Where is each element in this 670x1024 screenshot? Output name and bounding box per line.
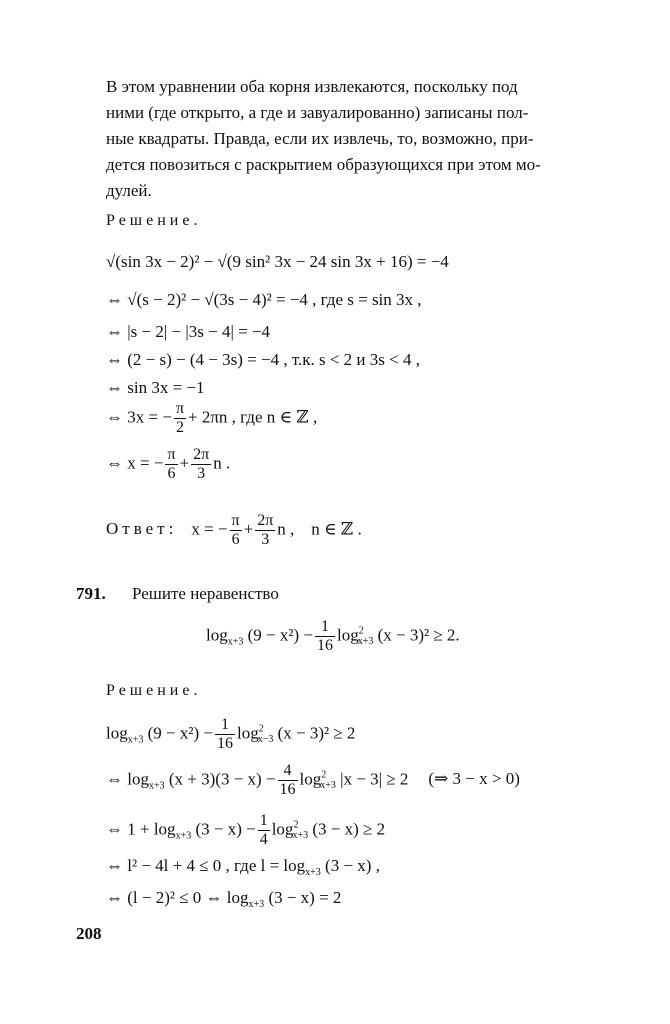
solution-step: ⇔ √(s − 2)² − √(3s − 4)² = −4 , где s = sin 3x ,: [106, 290, 422, 309]
paragraph-line: В этом уравнении оба корня извлекаются, поскольку под: [106, 77, 518, 96]
math-text: |x − 3| ≥ 2: [340, 769, 409, 789]
math-text: log: [236, 723, 259, 743]
solution-step: ⇔ (2 − s) − (4 − 3s) = −4 , т.к. s < 2 и 3s < 4 ,: [106, 350, 420, 369]
math-text: (3 − x) = 2: [268, 888, 342, 907]
solution-step: [106, 762, 520, 799]
math-text: log: [106, 723, 128, 743]
solution-heading: Решение.: [106, 682, 202, 699]
answer-text: +: [243, 519, 254, 539]
log-base: x+3: [305, 867, 321, 878]
log-base: x+3: [320, 780, 336, 792]
fraction: [315, 618, 335, 655]
denominator: 4: [259, 831, 268, 848]
math-text: ⇔ (l − 2)² ≤ 0 ⇔ log: [106, 888, 249, 907]
math-text: log: [271, 819, 294, 839]
log-power: 2: [358, 625, 364, 637]
log-power: 2: [321, 769, 327, 781]
numerator: 1: [315, 618, 335, 637]
log-power: 2: [293, 819, 299, 831]
step-text: +: [179, 453, 190, 473]
math-text: (9 − x²) −: [247, 625, 313, 645]
log-base: x−3: [257, 734, 274, 746]
numerator: π: [175, 400, 185, 417]
log-base: x+3: [227, 636, 244, 648]
answer-label: Ответ:: [106, 519, 178, 539]
step-text: ⇔ x = −: [106, 453, 164, 473]
denominator: 3: [261, 531, 270, 548]
page-number: 208: [76, 924, 102, 943]
solution-step: [106, 446, 230, 483]
step-text: n .: [213, 453, 231, 473]
denominator: 16: [316, 637, 333, 654]
denominator: 16: [279, 781, 296, 798]
fraction: [165, 446, 177, 483]
log-base: x+3: [175, 830, 192, 842]
fraction: [258, 812, 270, 849]
numerator: 4: [278, 762, 298, 781]
math-text: (x + 3)(3 − x) −: [168, 769, 276, 789]
fraction: [278, 762, 298, 799]
problem-statement: Решите неравенство: [132, 584, 279, 603]
math-text: (9 − x²) −: [147, 723, 213, 743]
solution-step: [106, 888, 341, 915]
denominator: 6: [167, 465, 176, 482]
math-text: (x − 3)² ≥ 2.: [377, 625, 460, 645]
math-text: (3 − x) ≥ 2: [312, 819, 386, 839]
denominator: 6: [231, 531, 240, 548]
fraction: [174, 400, 186, 437]
math-text: (3 − x) −: [195, 819, 256, 839]
problem-inequality: [206, 618, 460, 655]
math-text: ⇔ 1 + log: [106, 819, 176, 839]
math-text: (3 − x) ,: [325, 856, 380, 875]
solution-step: √(sin 3x − 2)² − √(9 sin² 3x − 24 sin 3x + 16) = −4: [106, 252, 449, 271]
fraction: [255, 512, 275, 549]
math-text: ⇔ l² − 4l + 4 ≤ 0 , где l = log: [106, 856, 306, 875]
math-text: ⇔ log: [106, 769, 149, 789]
log-base: x+3: [357, 636, 374, 648]
step-text: ⇔ 3x = −: [106, 407, 172, 427]
solution-step: [106, 400, 317, 437]
answer-line: [106, 512, 362, 549]
numerator: 2π: [257, 512, 274, 529]
numerator: 2π: [193, 446, 210, 463]
log-power: 2: [258, 723, 264, 735]
denominator: 16: [216, 735, 233, 752]
numerator: π: [231, 512, 240, 529]
math-text: log: [206, 625, 228, 645]
fraction: [191, 446, 211, 483]
denominator: 2: [175, 419, 184, 436]
problem-number: 791.: [76, 584, 106, 603]
condition-note: (⇒ 3 − x > 0): [428, 769, 520, 789]
answer-text: n , n ∈ ℤ .: [277, 519, 362, 539]
log-base: x+3: [148, 780, 165, 792]
solution-heading: Решение.: [106, 212, 202, 229]
solution-step: ⇔ |s − 2| − |3s − 4| = −4: [106, 322, 271, 341]
fraction: [230, 512, 242, 549]
log-base: x+3: [292, 830, 309, 842]
numerator: 1: [215, 716, 235, 735]
solution-step: [106, 856, 380, 883]
solution-step: ⇔ sin 3x = −1: [106, 378, 205, 397]
answer-text: x = −: [191, 519, 228, 539]
paragraph-line: дется повозиться с раскрытием образующихся при этом мо-: [106, 155, 541, 174]
numerator: π: [167, 446, 176, 463]
math-text: log: [336, 625, 359, 645]
fraction: [215, 716, 235, 753]
paragraph-line: ные квадраты. Правда, если их извлечь, то, возможно, при-: [106, 129, 534, 148]
intro-paragraph: [106, 74, 596, 204]
solution-step: [106, 716, 355, 753]
math-text: log: [299, 769, 322, 789]
log-base: x+3: [248, 899, 265, 910]
paragraph-line: дулей.: [106, 181, 152, 200]
step-text: + 2πn , где n ∈ ℤ ,: [188, 407, 318, 427]
denominator: 3: [197, 465, 206, 482]
log-base: x+3: [127, 734, 144, 746]
numerator: 1: [259, 812, 268, 829]
math-text: (x − 3)² ≥ 2: [277, 723, 356, 743]
solution-step: [106, 812, 385, 849]
paragraph-line: ними (где открыто, а где и завуалированно) записаны пол-: [106, 103, 529, 122]
